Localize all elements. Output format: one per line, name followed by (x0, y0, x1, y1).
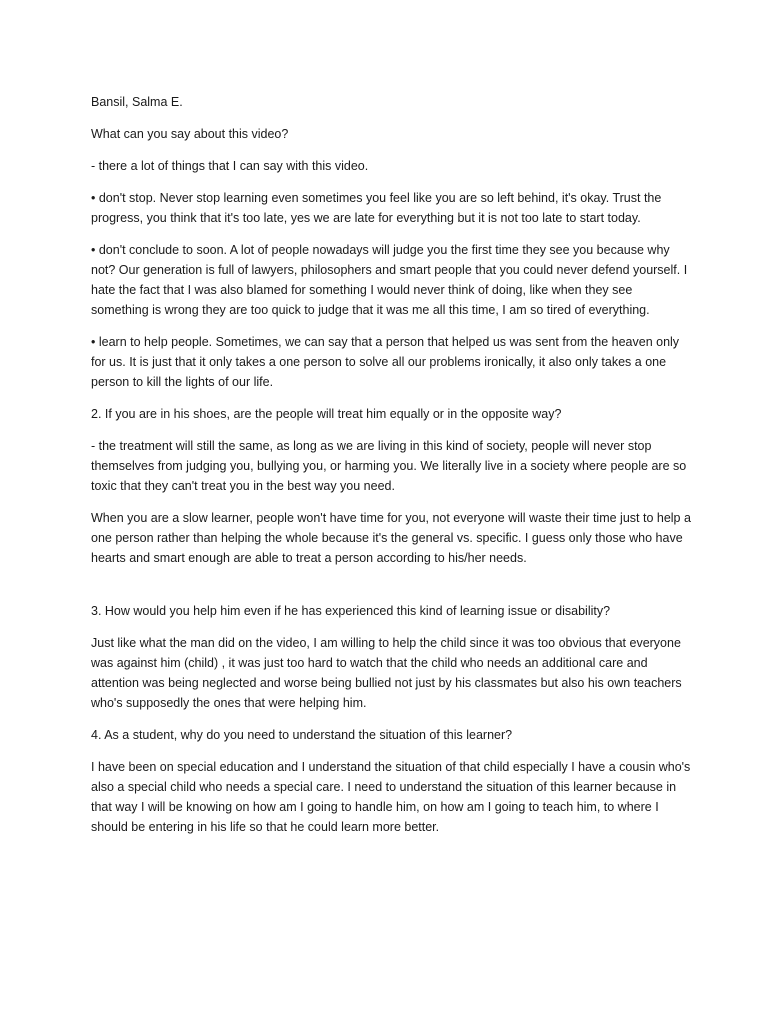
question-3: 3. How would you help him even if he has experienced this kind of learning issue or disability? (91, 604, 611, 618)
document-body (91, 92, 691, 849)
answer-1-bullet-2: • don't conclude to soon. A lot of people nowadays will judge you the first time they see you because why not? Our generation is full of lawyers, philosophers and smart people that you could never defend yourself. I hate the fact that I was also blamed for something I would never think of doing, like when they see something is wrong they are too quick to judge that it was me all this time, I am so tired of everything. (91, 243, 688, 317)
answer-1-intro: - there a lot of things that I can say with this video. (91, 159, 369, 173)
question-4: 4. As a student, why do you need to understand the situation of this learner? (91, 728, 513, 742)
question-1: What can you say about this video? (91, 127, 289, 141)
author-name: Bansil, Salma E. (91, 95, 183, 109)
answer-1-bullet-3: • learn to help people. Sometimes, we can say that a person that helped us was sent from the heaven only for us. It is just that it only takes a one person to solve all our problems ironically, it also only takes a one person to kill the lights of our life. (91, 335, 680, 389)
question-2: 2. If you are in his shoes, are the people will treat him equally or in the opposite way? (91, 407, 562, 421)
answer-2-part-2: When you are a slow learner, people won't have time for you, not everyone will waste their time just to help a one person rather than helping the whole because it's the general vs. specific. I guess only those who have hearts and smart enough are able to treat a person according to his/her needs. (91, 511, 691, 565)
answer-2-part-1: - the treatment will still the same, as long as we are living in this kind of society, people will never stop themselves from judging you, bullying you, or harming you. We literally live in a society where people are so toxic that they can't treat you in the best way you need. (91, 439, 687, 493)
answer-4: I have been on special education and I understand the situation of that child especially I have a cousin who's also a special child who needs a special care. I need to understand the situation of this learner because in that way I will be knowing on how am I going to handle him, on how am I going to teach him, to where I should be entering in his life so that he could learn more better. (91, 760, 691, 834)
answer-1-bullet-1: • don't stop. Never stop learning even sometimes you feel like you are so left behind, it's okay. Trust the progress, you think that it's too late, yes we are late for everything but it is not too late to start today. (91, 191, 662, 225)
answer-3: Just like what the man did on the video, I am willing to help the child since it was too obvious that everyone was against him (child) , it was just too hard to watch that the child who needs an additional care and attention was being neglected and worse being bullied not just by his classmates but also his own teachers who's supposedly the ones that were helping him. (91, 636, 682, 710)
